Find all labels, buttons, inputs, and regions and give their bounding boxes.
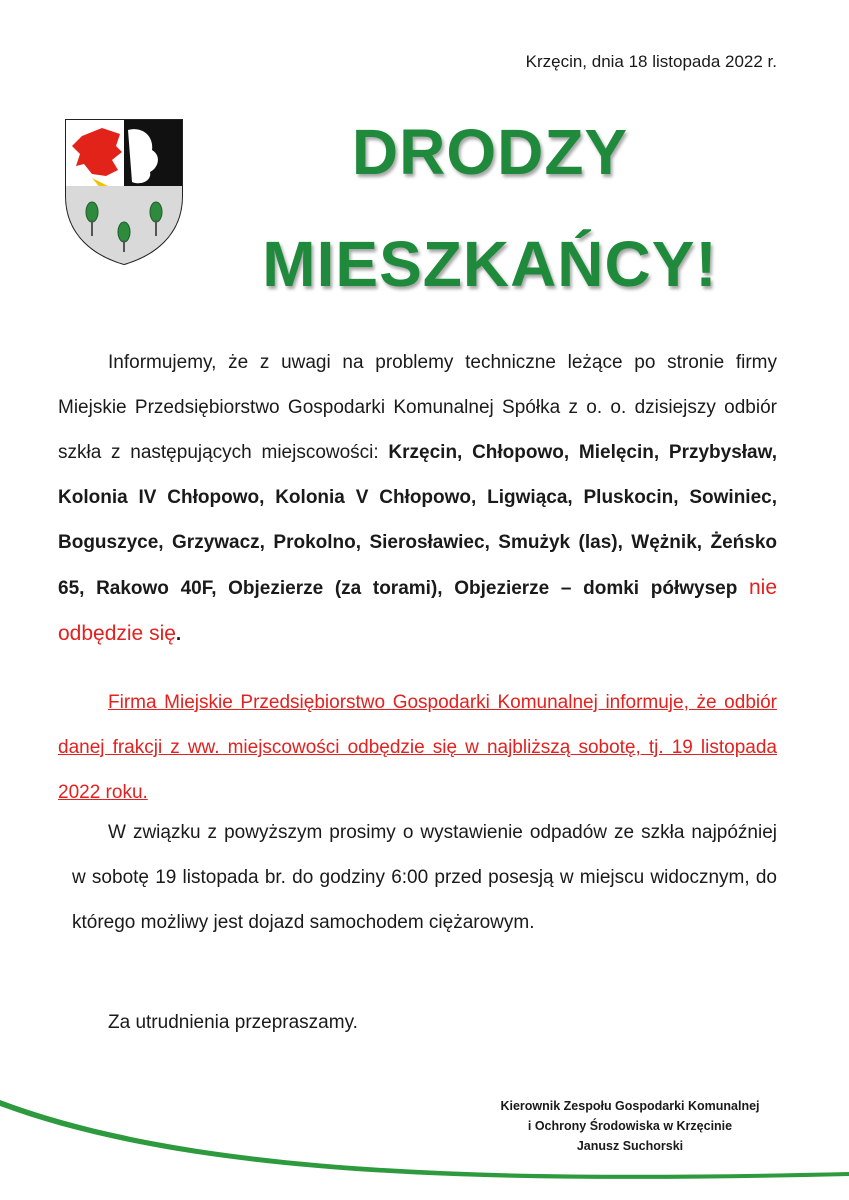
reschedule-paragraph: Firma Miejskie Przedsiębiorstwo Gospodarki Komunalnej informuje, że odbiór danej frakcji z ww. miejscowości odbędzie się w najbliższą sobotę, tj. 19 listopada 2022 roku. [58,692,777,803]
signature-block [470,1096,790,1156]
signature-name: Janusz Suchorski [576,1139,684,1153]
notice-end: . [175,624,182,645]
localities-list: Krzęcin, Chłopowo, Mielęcin, Przybysław, Kolonia IV Chłopowo, Kolonia V Chłopowo, Ligwiąca, Pluskocin, Sowiniec, Boguszyce, Grzywacz, Prokolno, Sierosławiec, Smużyk (las), Wężnik, Żeńsko 65, Rakowo 40F, Objezierze (za torami), Objezierze – domki półwysep [58,442,777,599]
signature-department: i Ochrony Środowiska w Krzęcinie [527,1119,733,1133]
signature-position: Kierownik Zespołu Gospodarki Komunalnej [500,1099,760,1113]
notice-intro: Informujemy, że z uwagi na problemy techniczne leżące po stronie firmy Miejskie Przedsiębiorstwo Gospodarki Komunalnej Spółka z o. o. dzisiejszy odbiór szkła z następujących miejscowości: [58,352,777,463]
instructions-paragraph: W związku z powyższym prosimy o wystawienie odpadów ze szkła najpóźniej w sobotę 19 listopada br. do godziny 6:00 przed posesją w miejscu widocznym, do którego możliwy jest dojazd samochodem ciężarowym. [72,822,777,933]
notice-paragraph [58,340,777,657]
coat-of-arms-icon [62,116,186,266]
cancellation-emphasis: nie odbędzie się [58,576,777,645]
document-date: Krzęcin, dnia 18 listopada 2022 r. [525,52,777,71]
apology-paragraph: Za utrudnienia przepraszamy. [108,1012,358,1033]
headline-line-1: DRODZY [351,116,629,188]
headline-line-2: MIESZKAŃCY! [262,228,718,300]
